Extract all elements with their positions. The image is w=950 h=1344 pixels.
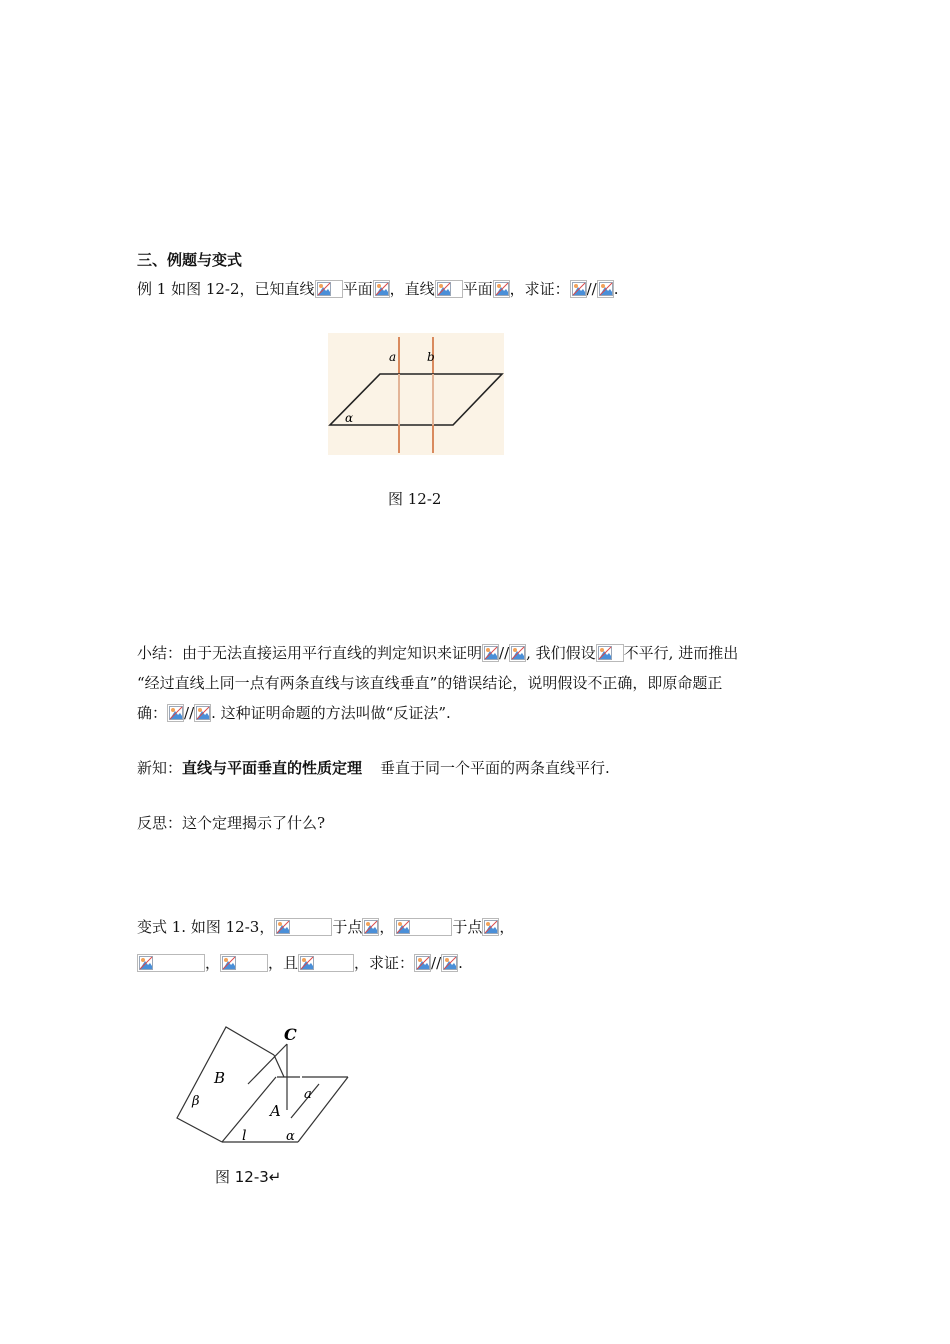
formula-image-icon — [414, 954, 431, 972]
example-1 — [137, 279, 619, 299]
section-title: 三、例题与变式 — [137, 251, 243, 269]
figure-12-2-caption: 图 12-2 — [388, 490, 442, 508]
new-knowledge — [137, 758, 610, 778]
formula-image-icon — [482, 918, 499, 936]
example-1-text: 平面 — [342, 280, 373, 298]
variant-text: 变式 1. 如图 12-3， — [137, 918, 275, 936]
variant-text: 于点 — [452, 918, 483, 936]
variant-text: ，且 — [268, 954, 299, 972]
label-a: a — [389, 350, 397, 364]
formula-image-icon — [493, 280, 510, 298]
variant-text: ，求证： — [354, 954, 415, 972]
formula-image-icon — [394, 918, 452, 936]
theorem-name: 直线与平面垂直的性质定理 — [182, 759, 363, 777]
variant-text: 于点 — [332, 918, 363, 936]
formula-image-icon — [570, 280, 587, 298]
reflection: 反思：这个定理揭示了什么? — [137, 814, 326, 832]
formula-image-icon — [137, 954, 205, 972]
parallel-symbol: // — [184, 704, 195, 722]
summary-text: 小结：由于无法直接运用平行直线的判定知识来证明 — [137, 644, 483, 662]
formula-image-icon — [298, 954, 354, 972]
variant-text: ， — [499, 918, 515, 936]
formula-image-icon — [509, 644, 526, 662]
theorem-text: 垂直于同一个平面的两条直线平行. — [380, 759, 610, 777]
formula-image-icon — [315, 280, 343, 298]
formula-image-icon — [596, 644, 624, 662]
label-b: b — [427, 350, 435, 364]
label-B: B — [214, 1069, 226, 1087]
label-A: A — [270, 1102, 281, 1120]
formula-image-icon — [220, 954, 268, 972]
figure-12-2 — [328, 333, 504, 455]
parallel-symbol: // — [586, 280, 597, 298]
summary-text: , 我们假设 — [526, 644, 596, 662]
example-1-text: ，直线 — [389, 280, 435, 298]
label-C: C — [284, 1025, 297, 1044]
new-knowledge-prefix: 新知： — [137, 759, 183, 777]
formula-image-icon — [597, 280, 614, 298]
variant-1-line-2 — [137, 953, 463, 973]
summary-text: 不平行, 进而推出 — [623, 644, 739, 662]
summary-line-1 — [137, 643, 738, 663]
example-1-text: ，求证： — [509, 280, 570, 298]
summary-text: . 这种证明命题的方法叫做“反证法”. — [211, 704, 451, 722]
formula-image-icon — [194, 704, 211, 722]
summary-line-2: “经过直线上同一点有两条直线与该直线垂直”的错误结论，说明假设不正确，即原命题正 — [137, 674, 723, 692]
summary-text: 确： — [137, 704, 168, 722]
parallel-symbol: // — [499, 644, 510, 662]
summary-line-3 — [137, 703, 451, 723]
variant-text: ， — [379, 918, 395, 936]
variant-text: ， — [205, 954, 221, 972]
example-1-text: 平面 — [462, 280, 493, 298]
example-1-text: 例 1 如图 12-2，已知直线 — [137, 280, 315, 298]
formula-image-icon — [482, 644, 499, 662]
label-alpha: α — [345, 411, 354, 425]
figure-12-3 — [170, 1020, 355, 1150]
label-l: l — [242, 1128, 247, 1144]
parallel-symbol: // — [431, 954, 442, 972]
formula-image-icon — [435, 280, 463, 298]
figure-12-3-caption: 图 12-3↵ — [215, 1168, 282, 1186]
formula-image-icon — [362, 918, 379, 936]
variant-1-line-1 — [137, 917, 514, 937]
label-beta: β — [192, 1094, 200, 1109]
formula-image-icon — [167, 704, 184, 722]
formula-image-icon — [441, 954, 458, 972]
formula-image-icon — [373, 280, 390, 298]
formula-image-icon — [274, 918, 332, 936]
label-alpha: α — [286, 1129, 295, 1144]
label-a: a — [304, 1087, 312, 1102]
example-1-text: . — [613, 280, 619, 298]
variant-text: . — [458, 954, 463, 972]
